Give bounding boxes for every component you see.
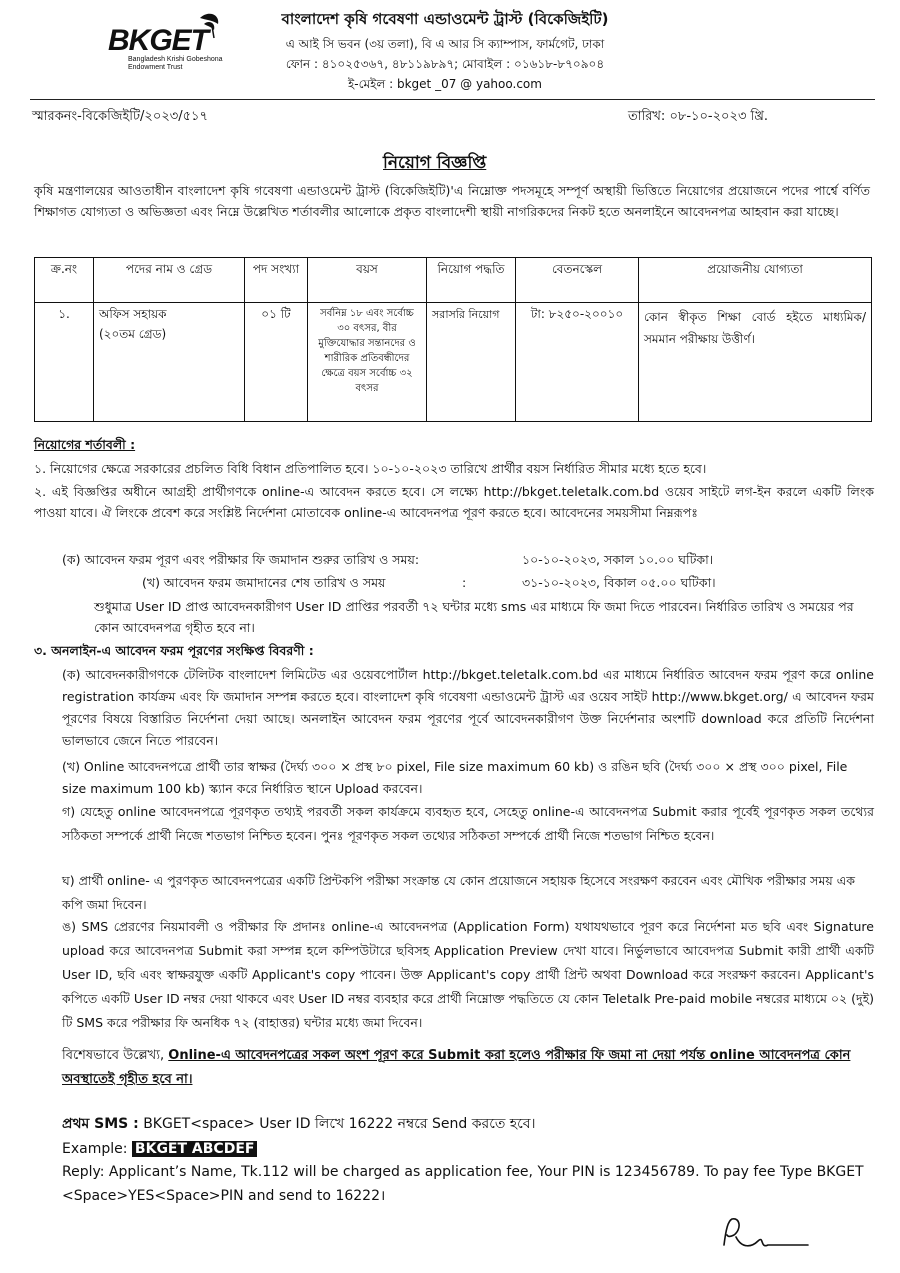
post-grade: (২০তম গ্রেড): [99, 327, 167, 341]
col-count: পদ সংখ্যা: [245, 258, 308, 303]
conditions-heading: নিয়োগের শর্তাবলী :: [34, 437, 136, 452]
org-address: এ আই সি ভবন (৩য় তলা), বি এ আর সি ক্যাম্পাস, ফার্মগেট, ঢাকা: [285, 37, 605, 51]
cell-age: সর্বনিম্ন ১৮ এবং সর্বোচ্চ ৩০ বৎসর, বীর মুক্তিযোদ্ধার সন্তানদের ও শারীরিক প্রতিবন্ধীদের ক্ষেত্রে বয়স সর্বোচ্চ ৩২ বৎসর: [308, 303, 427, 422]
condition-3-heading: ৩. অনলাইন-এ আবেদন ফরম পূরণের সংক্ষিপ্ত বিবরণী :: [34, 643, 314, 658]
table-row: [35, 303, 872, 422]
condition-1: ১. নিয়োগের ক্ষেত্রে সরকারের প্রচলিত বিধি বিধান প্রতিপালিত হবে। ১০-১০-২০২৩ তারিখে প্রার্থীর বয়স নির্ধারিত সীমার মধ্যে হতে হবে।: [34, 461, 707, 476]
condition-3b: (খ) Online আবেদনপত্রে প্রার্থী তার স্বাক্ষর (দৈর্ঘ্য ৩০০ × প্রস্থ ৮০ pixel, File size maximum 60 kb) ও রঙিন ছবি (দৈর্ঘ্য ৩০০ × প্রস্থ ৩০০ pixel, File size maximum 100 kb) স্ক্যান করে নির্ধারিত স্থানে Upload করবেন।: [62, 759, 848, 796]
table-header-row: [35, 258, 872, 303]
cell-serial: ১.: [35, 303, 94, 422]
example-label: Example:: [62, 1141, 128, 1157]
notice-date: তারিখ: ০৮-১০-২০২৩ খ্রি.: [628, 109, 769, 124]
logo-text: BKGET: [108, 24, 208, 57]
intro-paragraph: কৃষি মন্ত্রণালয়ের আওতাধীন বাংলাদেশ কৃষি গবেষণা এন্ডাওমেন্ট ট্রাস্ট (বিকেজিইটি)'এ নিম্নোক্ত পদসমূহে সম্পূর্ণ অস্থায়ী ভিত্তিতে নিয়োগের প্রয়োজনে পদের পার্শ্বে বর্ণিত শিক্ষাগত যোগ্যতা ও অভিজ্ঞতা এবং নিম্নে উল্লেখিত শর্তাবলীর আলোকে প্রকৃত বাংলাদেশী স্থায়ী নাগরিকদের নিকট হতে অনলাইনে আবেদনপত্র আহবান করা যাচ্ছে।: [34, 183, 870, 219]
header-divider: [30, 99, 875, 100]
cell-scale: টা: ৮২৫০-২০০১০: [516, 303, 639, 422]
special-note-emphasis: Online-এ আবেদনপত্রের সকল অংশ পূরণ করে Submit করা হলেও পরীক্ষার ফি জমা না দেয়া পর্যন্ত online আবেদনপত্র কোন অবস্থাতেই গৃহীত হবে না।: [62, 1048, 851, 1087]
col-method: নিয়োগ পদ্ধতি: [427, 258, 516, 303]
condition-2: ২. এই বিজ্ঞপ্তির অধীনে আগ্রহী প্রার্থীগণকে online-এ আবেদন করতে হবে। সে লক্ষ্যে http://bkget.teletalk.com.bd ওয়েব সাইটে লগ-ইন করলে একটি লিংক পাওয়া যাবে। ঐ লিংকে প্রবেশ করে সংশ্লিষ্ট নির্দেশনা মোতাবেক online-এ আবেদনপত্র পূরণ করতে হবে। আবেদনের সময়সীমা নিম্নরূপঃ: [34, 484, 874, 520]
condition-3c: গ) যেহেতু online আবেদনপত্রে পূরণকৃত তথ্যই পরবর্তী সকল কার্যক্রমে ব্যবহৃত হবে, সেহেতু online-এ আবেদনপত্র Submit করার পূর্বেই পূরণকৃত সকল তথ্যের সঠিকতা সম্পর্কে প্রার্থী নিজে শতভাগ নিশ্চিত হবেন। পুনঃ পূরণকৃত সকল তথ্যের সঠিকতা সম্পর্কে প্রার্থী নিজে শতভাগ নিশ্চিত হবেন।: [62, 804, 874, 843]
logo-subtitle: Bangladesh Krishi Gobeshona Endowment Trust: [128, 56, 223, 71]
condition-3a: (ক) আবেদনকারীগণকে টেলিটক বাংলাদেশ লিমিটেড এর ওয়েবপোর্টাল http://bkget.teletalk.com.bd এর মাধ্যমে নির্ধারিত আবেদন ফরম পূরণ করে online registration কার্যক্রম এবং ফি জমাদান সম্পন্ন করতে হবে। বাংলাদেশ কৃষি গবেষণা এন্ডাওমেন্ট ট্রাস্ট এর ওয়েব সাইট http://www.bkget.org/ এ আবেদন ফরম পূরণের বিষয়ে বিস্তারিত নির্দেশনা দেয়া আছে। অনলাইন আবেদন ফরম পূরণের পূর্বে আবেদনকারীগণ উক্ত নির্দেশনার অংশটি download করে প্রতিটি নির্দেশনা ভালভাবে জেনে নিতে পারবেন।: [62, 667, 874, 748]
deadline-start-value: ১০-১০-২০২৩, সকাল ১০.০০ ঘটিকা।: [522, 552, 714, 567]
deadline-end-value: ৩১-১০-২০২৩, বিকাল ০৫.০০ ঘটিকা।: [522, 575, 716, 590]
org-name: বাংলাদেশ কৃষি গবেষণা এন্ডাওমেন্ট ট্রাস্ট (বিকেজিইটি): [281, 10, 609, 28]
deadline-end-colon: :: [462, 575, 467, 590]
col-qualification: প্রয়োজনীয় যোগ্যতা: [639, 258, 872, 303]
deadline-end-label: (খ) আবেদন ফরম জমাদানের শেষ তারিখ ও সময়: [142, 575, 386, 590]
special-note-lead: বিশেষভাবে উল্লেখ্য,: [62, 1048, 169, 1063]
page-title: নিয়োগ বিজ্ঞপ্তি: [383, 153, 487, 173]
org-phone: ফোন : ৪১০২৫৩৬৭, ৪৮১১৯৮৯৭; মোবাইল : ০১৬১৮-৮৭০৯০৪: [285, 57, 605, 71]
deadline-start-label: (ক) আবেদন ফরম পূরণ এবং পরীক্ষার ফি জমাদান শুরুর তারিখ ও সময়:: [62, 552, 420, 567]
example-value: BKGET ABCDEF: [132, 1141, 258, 1157]
memo-number: স্মারকনং-বিকেজিইটি/২০২৩/৫১৭: [32, 109, 208, 124]
first-sms-text: BKGET<space> User ID লিখে 16222 নম্বরে Send করতে হবে।: [143, 1116, 536, 1132]
col-post: পদের নাম ও গ্রেড: [94, 258, 245, 303]
org-email: ই-মেইল : bkget _07 @ yahoo.com: [348, 77, 542, 91]
condition-2-note: শুধুমাত্র User ID প্রাপ্ত আবেদনকারীগণ User ID প্রাপ্তির পরবর্তী ৭২ ঘন্টার মধ্যে sms এর মাধ্যমে ফি জমা দিতে পারবেন। নির্ধারিত তারিখ ও সময়ের পর কোন আবেদনপত্র গৃহীত হবে না।: [94, 599, 854, 635]
condition-3e: ঙ) SMS প্রেরণের নিয়মাবলী ও পরীক্ষার ফি প্রদানঃ online-এ আবেদনপত্র (Application Form) যথাযথভাবে পূরণ করে নির্দেশনা মত ছবি এবং Signature upload করে আবেদনপত্র Submit করা সম্পন্ন হলে কম্পিউটারে ছবিসহ Application Preview দেখা যাবে। নির্ভুলভাবে আবেদপত্র Submit কারী প্রার্থী একটি User ID, ছবি এবং স্বাক্ষরযুক্ত একটি Applicant's copy পাবেন। উক্ত Applicant's copy প্রার্থী প্রিন্ট অথবা Download করে সংরক্ষণ করবেন। Applicant's কপিতে একটি User ID নম্বর দেয়া থাকবে এবং User ID নম্বর ব্যবহার করে প্রার্থী নিম্নোক্ত পদ্ধতিতে যে কোন Teletalk Pre-paid mobile নম্বরের মাধ্যমে ০২ (দুই) টি SMS করে পরীক্ষার ফি অনধিক ৭২ (বাহাত্তর) ঘন্টার মধ্যে জমা দিবেন।: [62, 919, 874, 1030]
condition-3d: ঘ) প্রার্থী online- এ পুরণকৃত আবেদনপত্রের একটি প্রিন্টকপি পরীক্ষা সংক্রান্ত যে কোন প্রয়োজনে সহায়ক হিসেবে সংরক্ষণ করবেন এবং মৌখিক পরীক্ষার সময় এক কপি জমা দিবেন।: [62, 873, 855, 912]
sms-reply: Reply: Applicant’s Name, Tk.112 will be charged as application fee, Your PIN is 123456789. To pay fee Type BKGET <Space>YES<Space>PIN and send to 16222।: [62, 1164, 864, 1204]
col-scale: বেতনস্কেল: [516, 258, 639, 303]
cell-method: সরাসরি নিয়োগ: [427, 303, 516, 422]
col-age: বয়স: [308, 258, 427, 303]
cell-post: [94, 303, 245, 422]
first-sms: [62, 1114, 874, 1135]
cell-qualification: কোন স্বীকৃত শিক্ষা বোর্ড হইতে মাধ্যমিক/ সমমান পরীক্ষায় উত্তীর্ণ।: [639, 303, 872, 422]
post-name: অফিস সহায়ক: [99, 307, 167, 321]
first-sms-label: প্রথম SMS :: [62, 1116, 139, 1132]
signature: [712, 1215, 842, 1260]
col-serial: ক্র.নং: [35, 258, 94, 303]
special-note: [62, 1044, 874, 1092]
sms-example: [62, 1139, 874, 1160]
vacancy-table: [34, 257, 872, 422]
cell-count: ০১ টি: [245, 303, 308, 422]
